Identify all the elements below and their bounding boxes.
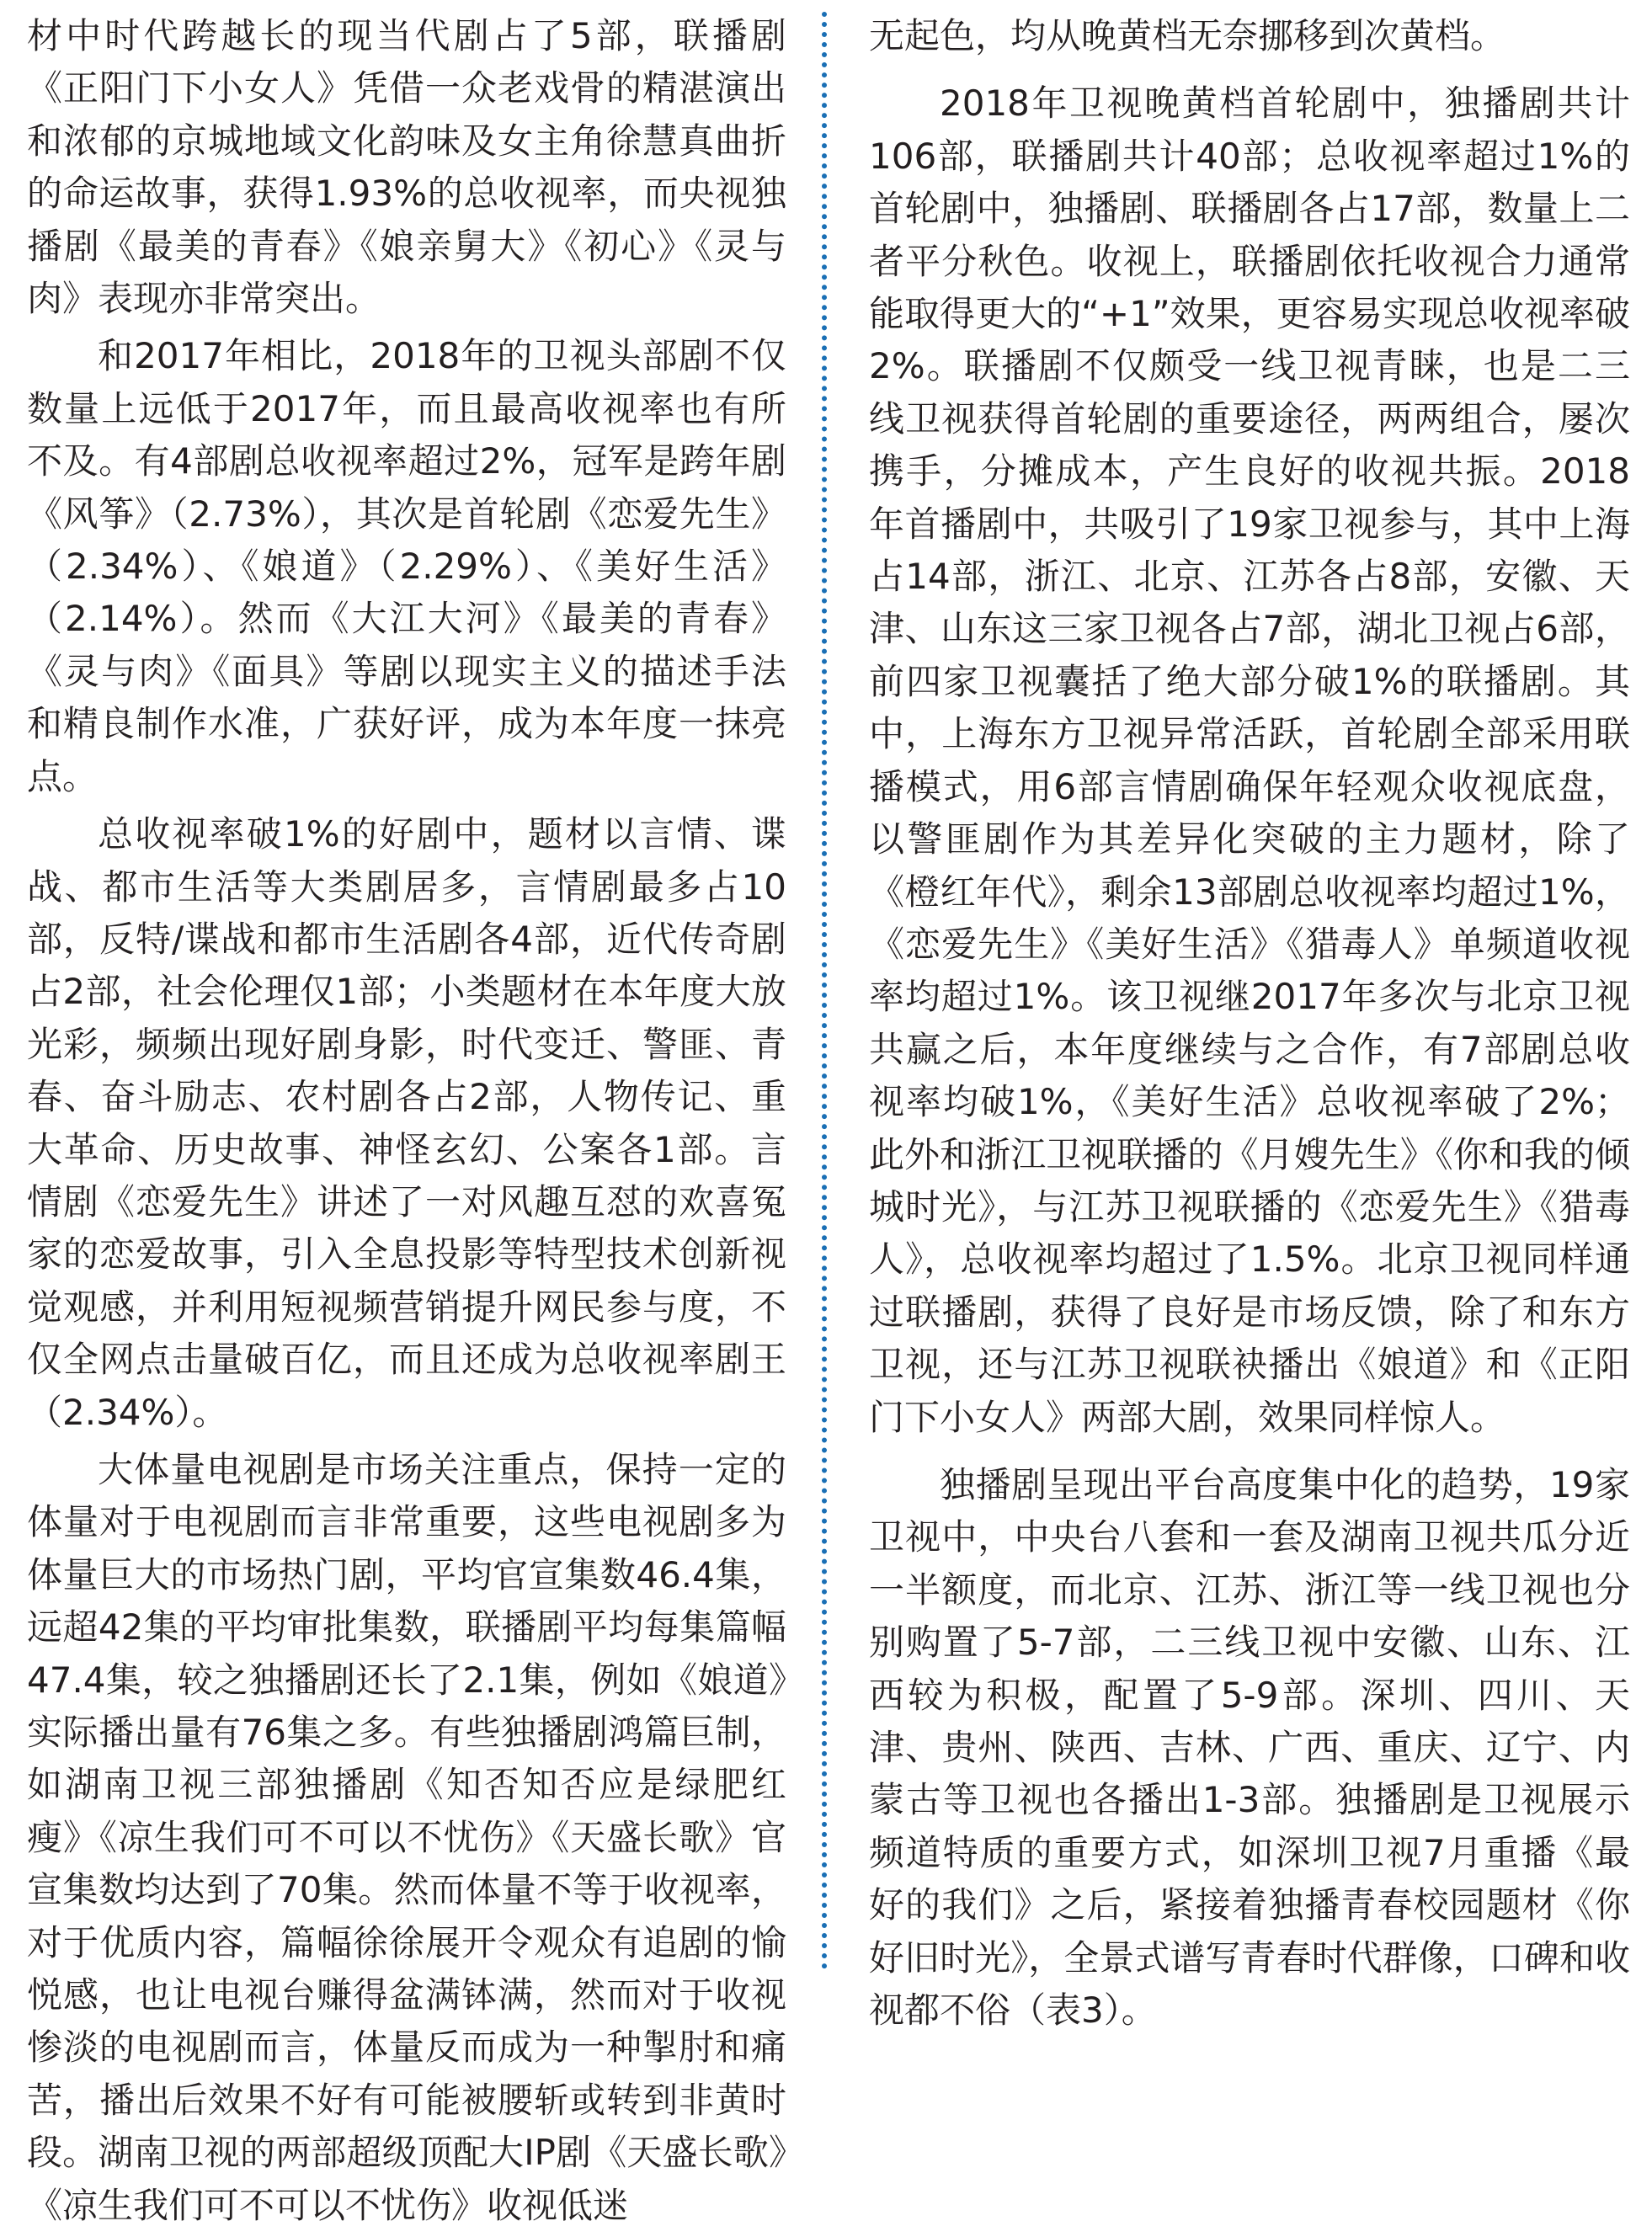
- column-divider: [822, 12, 827, 1970]
- paragraph: 材中时代跨越长的现当代剧占了5部，联播剧《正阳门下小女人》凭借一众老戏骨的精湛演出和浓郁的京城地域文化韵味及女主角徐慧真曲折的命运故事，获得1.93%的总收视率，而央视独播剧《最美的青春》《娘亲舅大》《初心》《灵与肉》表现亦非常突出。: [27, 15, 786, 320]
- right-column: [869, 10, 1630, 2052]
- paragraph: 总收视率破1%的好剧中，题材以言情、谍战、都市生活等大类剧居多，言情剧最多占10部，反特/谍战和都市生活剧各4部，近代传奇剧占2部，社会伦理仅1部；小类题材在本年度大放光彩，频频出现好剧身影，时代变迁、警匪、青春、奋斗励志、农村剧各占2部，人物传记、重大革命、历史故事、神怪玄幻、公案各1部。言情剧《恋爱先生》讲述了一对风趣互怼的欢喜冤家的恋爱故事，引入全息投影等特型技术创新视觉观感，并利用短视频营销提升网民参与度，不仅全网点击量破百亿，而且还成为总收视率剧王（2.34%）。: [27, 813, 786, 1433]
- paragraph: 独播剧呈现出平台高度集中化的趋势，19家卫视中，中央台八套和一套及湖南卫视共瓜分近一半额度，而北京、江苏、浙江等一线卫视也分别购置了5-7部，二三线卫视中安徽、山东、江西较为积极，配置了5-9部。深圳、四川、天津、贵州、陕西、吉林、广西、重庆、辽宁、内蒙古等卫视也各播出1-3部。独播剧是卫视展示频道特质的重要方式，如深圳卫视7月重播《最好的我们》之后，紧接着独播青春校园题材《你好旧时光》，全景式谱写青春时代群像，口碑和收视都不俗（表3）。: [869, 1463, 1630, 2032]
- paragraph: 无起色，均从晚黄档无奈挪移到次黄档。: [869, 15, 1506, 56]
- paragraph: 2018年卫视晚黄档首轮剧中，独播剧共计106部，联播剧共计40部；总收视率超过1%的首轮剧中，独播剧、联播剧各占17部，数量上二者平分秋色。收视上，联播剧依托收视合力通常能取得更大的“+1”效果，更容易实现总收视率破2%。联播剧不仅颇受一线卫视青睐，也是二三线卫视获得首轮剧的重要途径，两两组合，屡次携手，分摊成本，产生良好的收视共振。2018年首播剧中，共吸引了19家卫视参与，其中上海占14部，浙江、北京、江苏各占8部，安徽、天津、山东这三家卫视各占7部，湖北卫视占6部，前四家卫视囊括了绝大部分破1%的联播剧。其中，上海东方卫视异常活跃，首轮剧全部采用联播模式，用6部言情剧确保年轻观众收视底盘，以警匪剧作为其差异化突破的主力题材，除了《橙红年代》，剩余13部剧总收视率均超过1%，《恋爱先生》《美好生活》《猎毒人》单频道收视率均超过1%。该卫视继2017年多次与北京卫视共赢之后，本年度继续与之合作，有7部剧总收视率均破1%，《美好生活》总收视率破了2%；此外和浙江卫视联播的《月嫂先生》《你和我的倾城时光》，与江苏卫视联播的《恋爱先生》《猎毒人》，总收视率均超过了1.5%。北京卫视同样通过联播剧，获得了良好是市场反馈，除了和东方卫视，还与江苏卫视联袂播出《娘道》和《正阳门下小女人》两部大剧，效果同样惊人。: [869, 83, 1630, 1438]
- paragraph: 和2017年相比，2018年的卫视头部剧不仅数量上远低于2017年，而且最高收视率也有所不及。有4部剧总收视率超过2%，冠军是跨年剧《风筝》（2.73%），其次是首轮剧《恋爱先生》（2.34%）、《娘道》（2.29%）、《美好生活》（2.14%）。然而《大江大河》《最美的青春》《灵与肉》《面具》等剧以现实主义的描述手法和精良制作水准，广获好评，成为本年度一抹亮点。: [27, 335, 786, 797]
- left-column: [27, 10, 786, 2237]
- paragraph: 大体量电视剧是市场关注重点，保持一定的体量对于电视剧而言非常重要，这些电视剧多为体量巨大的市场热门剧，平均官宣集数46.4集，远超42集的平均审批集数，联播剧平均每集篇幅47.4集，较之独播剧还长了2.1集，例如《娘道》实际播出量有76集之多。有些独播剧鸿篇巨制，如湖南卫视三部独播剧《知否知否应是绿肥红瘦》《凉生我们可不可以不忧伤》《天盛长歌》官宣集数均达到了70集。然而体量不等于收视率，对于优质内容，篇幅徐徐展开令观众有追剧的愉悦感，也让电视台赚得盆满钵满，然而对于收视惨淡的电视剧而言，体量反而成为一种掣肘和痛苦，播出后效果不好有可能被腰斩或转到非黄时段。湖南卫视的两部超级顶配大IP剧《天盛长歌》《凉生我们可不可以不忧伤》收视低迷: [27, 1448, 786, 2226]
